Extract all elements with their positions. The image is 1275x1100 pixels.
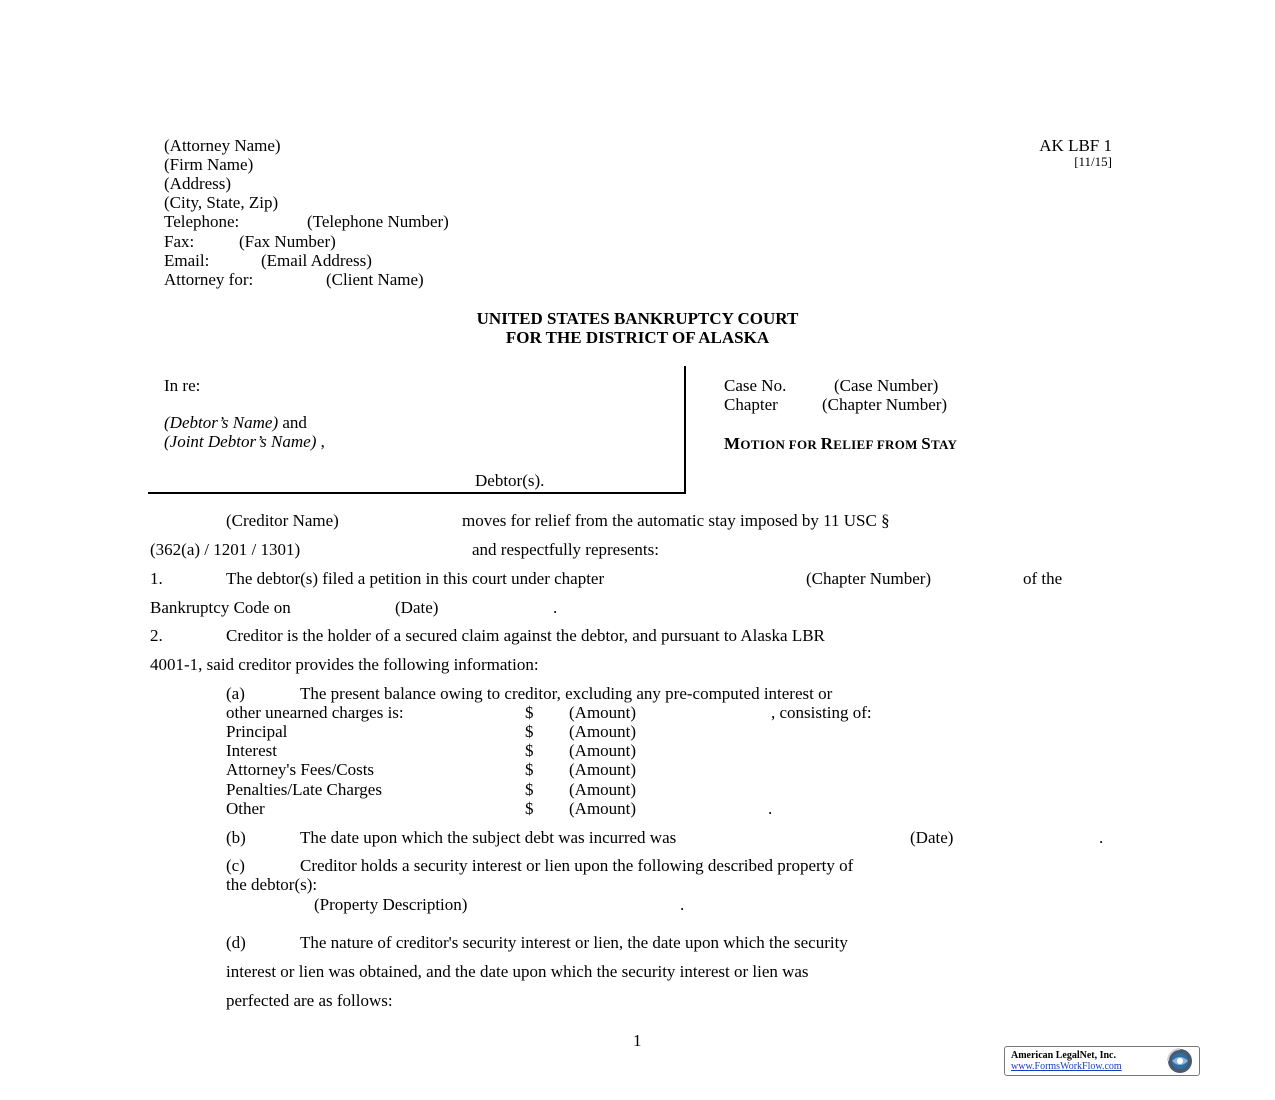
breakdown-amount: (Amount)	[569, 760, 637, 779]
court-title-line2: FOR THE DISTRICT OF ALASKA	[505, 328, 770, 347]
b-text: The date upon which the subject debt was incurred was	[300, 828, 677, 847]
email-value: (Email Address)	[261, 251, 372, 270]
caption-divider-vertical	[684, 366, 686, 494]
caption-divider-horizontal	[148, 492, 686, 494]
intro-creditor: (Creditor Name)	[226, 511, 339, 530]
motion-title-otion: OTION FOR	[740, 437, 821, 452]
debtor-line	[164, 413, 307, 432]
intro-text: moves for relief from the automatic stay imposed by 11 USC §	[462, 511, 890, 530]
fax-value: (Fax Number)	[239, 232, 336, 251]
a-consisting-of: , consisting of:	[771, 703, 872, 722]
c-property: (Property Description)	[314, 895, 468, 914]
telephone-label: Telephone:	[164, 212, 240, 231]
motion-title-r: R	[820, 434, 834, 453]
email-label: Email:	[164, 251, 210, 270]
d-text: The nature of creditor's security interest or lien, the date upon which the security	[300, 933, 848, 952]
intro-text2: and respectfully represents:	[472, 540, 659, 559]
c-text: Creditor holds a security interest or lien upon the following described property of	[300, 856, 854, 875]
a-amount: (Amount)	[569, 703, 637, 722]
breakdown-label: Interest	[226, 741, 277, 760]
breakdown-label: Other	[226, 799, 265, 818]
and-text: and	[278, 413, 307, 432]
p1-number: 1.	[150, 569, 163, 588]
joint-debtor-name: (Joint Debtor’s Name)	[164, 432, 317, 451]
d-line2: interest or lien was obtained, and the date upon which the security interest or lien was	[226, 962, 809, 981]
motion-title-elief: ELIEF FROM	[833, 437, 922, 452]
form-date: [11/15]	[1074, 154, 1112, 169]
a-dollar: $	[525, 703, 534, 722]
p2-line2: 4001-1, said creditor provides the following information:	[150, 655, 539, 674]
badge-url[interactable]: www.FormsWorkFlow.com	[1011, 1061, 1122, 1072]
p1-of-the: of the	[1023, 569, 1063, 588]
attorney-name: (Attorney Name)	[164, 136, 281, 155]
a-label: (a)	[226, 684, 245, 703]
breakdown-label: Principal	[226, 722, 288, 741]
address: (Address)	[164, 174, 232, 193]
p1-line2: Bankruptcy Code on	[150, 598, 291, 617]
breakdown-dollar: $	[525, 799, 534, 818]
a-text: The present balance owing to creditor, excluding any pre-computed interest or	[300, 684, 833, 703]
motion-title-tay: TAY	[931, 437, 958, 452]
d-label: (d)	[226, 933, 246, 952]
motion-title	[724, 434, 957, 454]
page-number: 1	[633, 1031, 642, 1050]
in-re-label: In re:	[164, 376, 201, 395]
p1-text: The debtor(s) filed a petition in this court under chapter	[226, 569, 605, 588]
breakdown-amount: (Amount)	[569, 741, 637, 760]
breakdown-dollar: $	[525, 760, 534, 779]
breakdown-tail: .	[768, 799, 773, 818]
motion-title-m: M	[724, 434, 741, 453]
breakdown-label: Penalties/Late Charges	[226, 780, 382, 799]
breakdown-amount: (Amount)	[569, 799, 637, 818]
attorney-for-label: Attorney for:	[164, 270, 254, 289]
p1-date: (Date)	[395, 598, 439, 617]
debtor-name: (Debtor’s Name)	[164, 413, 279, 432]
chapter-label: Chapter	[724, 395, 778, 414]
breakdown-amount: (Amount)	[569, 722, 637, 741]
forms-workflow-badge[interactable]	[1004, 1046, 1200, 1076]
d-line3: perfected are as follows:	[226, 991, 393, 1010]
c-line2: the debtor(s):	[226, 875, 318, 894]
firm-name: (Firm Name)	[164, 155, 254, 174]
p1-period: .	[553, 598, 558, 617]
case-no-value: (Case Number)	[834, 376, 939, 395]
joint-debtor-line	[164, 432, 325, 451]
b-label: (b)	[226, 828, 246, 847]
court-title-line1: UNITED STATES BANKRUPTCY COURT	[476, 309, 799, 328]
breakdown-label: Attorney's Fees/Costs	[226, 760, 375, 779]
p1-chapter: (Chapter Number)	[806, 569, 932, 588]
p2-number: 2.	[150, 626, 163, 645]
chapter-value: (Chapter Number)	[822, 395, 948, 414]
c-label: (c)	[226, 856, 245, 875]
breakdown-dollar: $	[525, 741, 534, 760]
p2-text: Creditor is the holder of a secured claim against the debtor, and pursuant to Alaska LBR	[226, 626, 825, 645]
badge-company: American LegalNet, Inc.	[1011, 1050, 1116, 1061]
comma-text: ,	[316, 432, 325, 451]
breakdown-dollar: $	[525, 780, 534, 799]
motion-title-s: S	[921, 434, 932, 453]
b-period: .	[1099, 828, 1104, 847]
telephone-value: (Telephone Number)	[307, 212, 449, 231]
breakdown-dollar: $	[525, 722, 534, 741]
breakdown-amount: (Amount)	[569, 780, 637, 799]
debtors-label: Debtor(s).	[475, 471, 545, 490]
case-no-label: Case No.	[724, 376, 787, 395]
form-id: AK LBF 1	[1039, 136, 1112, 155]
a-line2: other unearned charges is:	[226, 703, 404, 722]
globe-logo-icon	[1163, 1047, 1197, 1075]
b-date: (Date)	[910, 828, 954, 847]
intro-statute: (362(a) / 1201 / 1301)	[150, 540, 301, 559]
city-state-zip: (City, State, Zip)	[164, 193, 279, 212]
c-period: .	[680, 895, 685, 914]
fax-label: Fax:	[164, 232, 195, 251]
attorney-for-value: (Client Name)	[326, 270, 424, 289]
